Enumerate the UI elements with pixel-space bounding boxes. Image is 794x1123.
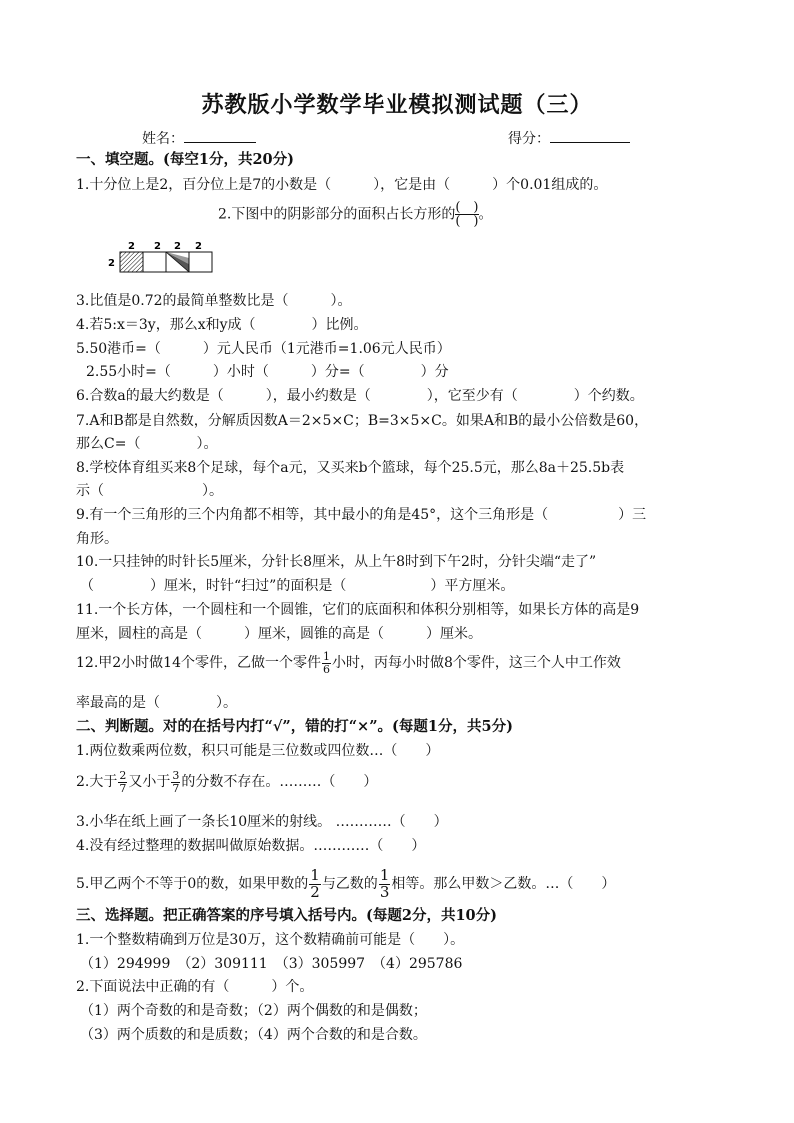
question-3-1-options: （1）294999 （2）309111 （3）305997 （4）295786 <box>80 956 463 972</box>
question-1-5b: 2.55小时=（ ）小时（ ）分=（ ）分 <box>86 364 449 380</box>
rectangle-diagram <box>104 240 214 276</box>
fraction-one-sixth: $\frac{1}{6}$ <box>323 650 330 676</box>
figure-label-left: 2 <box>108 258 115 269</box>
question-1-1: 1.十分位上是2，百分位上是7的小数是（ ），它是由（ ）个0.01组成的。 <box>76 177 608 193</box>
question-1-2: 2.下图中的阴影部分的面积占长方形的 $\frac{( )}{( )}$ 。 <box>218 200 493 229</box>
question-3-1: 1.一个整数精确到万位是30万，这个数精确前可能是（ ）。 <box>76 932 465 948</box>
section-3-heading: 三、选择题。把正确答案的序号填入括号内。(每题2分，共10分) <box>76 907 497 924</box>
name-blank[interactable] <box>184 128 256 143</box>
question-1-5a: 5.50港币=（ ）元人民币（1元港币=1.06元人民币） <box>76 341 451 357</box>
question-2-1: 1.两位数乘两位数，积只可能是三位数或四位数…（ ） <box>76 743 440 759</box>
score-label: 得分： <box>508 131 550 147</box>
question-1-6: 6.合数a的最大约数是（ ），最小约数是（ ），它至少有（ ）个约数。 <box>76 388 644 404</box>
question-3-2: 2.下面说法中正确的有（ ）个。 <box>76 979 314 995</box>
fraction-one-third: $\frac{1}{3}$ <box>379 866 390 901</box>
score-field[interactable] <box>508 128 630 148</box>
section-1-heading: 一、填空题。(每空1分，共20分) <box>76 151 294 168</box>
q2-prefix: 2.下图中的阴影部分的面积占长方形的 <box>218 206 456 223</box>
section-2-heading: 二、判断题。对的在括号内打“√”，错的打“×”。(每题1分，共5分) <box>76 718 513 735</box>
fraction-three-sevenths: $\frac{3}{7}$ <box>172 769 180 795</box>
question-1-9b: 角形。 <box>76 531 118 547</box>
question-1-12b: 率最高的是（ ）。 <box>76 695 237 711</box>
question-3-2-options-1: （1）两个奇数的和是奇数；（2）两个偶数的和是偶数； <box>80 1003 427 1019</box>
fraction-one-half: $\frac{1}{2}$ <box>310 866 320 901</box>
figure-label-top-3: 2 <box>174 241 181 252</box>
question-1-11b: 厘米，圆柱的高是（ ）厘米，圆锥的高是（ ）厘米。 <box>76 626 482 642</box>
figure-label-top-1: 2 <box>128 241 135 252</box>
question-1-11a: 11.一个长方体，一个圆柱和一个圆锥，它们的底面积和体积分别相等，如果长方体的高是9 <box>76 602 640 618</box>
question-1-7b: 那么C=（ ）。 <box>76 436 218 452</box>
question-2-5: 5.甲乙两个不等于0的数，如果甲数的 $\frac{1}{2}$ 与乙数的 $\frac{1}{3}$ 相等。那么甲数＞乙数。…（ ） <box>76 866 616 901</box>
fraction-two-sevenths: $\frac{2}{7}$ <box>119 769 127 795</box>
figure-label-top-2: 2 <box>154 241 161 252</box>
figure-label-top-4: 2 <box>195 241 202 252</box>
page-title: 苏教版小学数学毕业模拟测试题（三） <box>201 92 593 118</box>
question-1-10a: 10.一只挂钟的时针长5厘米，分针长8厘米，从上午8时到下午2时，分针尖端“走了” <box>76 554 597 570</box>
score-blank[interactable] <box>550 128 630 143</box>
question-1-4: 4.若5:x＝3y，那么x和y成（ ）比例。 <box>76 317 368 333</box>
question-3-2-options-2: （3）两个质数的和是质数；（4）两个合数的和是合数。 <box>80 1027 427 1043</box>
question-2-2: 2.大于 $\frac{2}{7}$ 又小于 $\frac{3}{7}$ 的分数不存在。………（ ） <box>76 769 378 795</box>
name-field[interactable] <box>142 128 256 148</box>
question-2-4: 4.没有经过整理的数据叫做原始数据。…………（ ） <box>76 838 426 854</box>
name-label: 姓名： <box>142 131 184 147</box>
q2-fraction-blank[interactable]: $\frac{( )}{( )}$ <box>455 200 479 229</box>
question-1-12: 12.甲2小时做14个零件，乙做一个零件 $\frac{1}{6}$ 小时，丙每小时做8个零件，这三个人中工作效 <box>76 650 621 676</box>
question-1-8a: 8.学校体育组买来8个足球，每个a元，又买来b个篮球，每个25.5元，那么8a＋25.5b表 <box>76 460 625 476</box>
question-2-3: 3.小华在纸上画了一条长10厘米的射线。 …………（ ） <box>76 814 448 830</box>
question-1-10b: （ ）厘米，时针“扫过”的面积是（ ）平方厘米。 <box>80 578 515 594</box>
question-1-7a: 7.A和B都是自然数，分解质因数A＝2×5×C；B=3×5×C。如果A和B的最小公倍数是60， <box>76 413 649 429</box>
shaded-rectangle-figure <box>104 240 214 276</box>
question-1-3: 3.比值是0.72的最简单整数比是（ ）。 <box>76 293 352 309</box>
question-1-8b: 示（ ）。 <box>76 483 223 499</box>
question-1-9a: 9.有一个三角形的三个内角都不相等，其中最小的角是45°，这个三角形是（ ）三 <box>76 507 647 523</box>
